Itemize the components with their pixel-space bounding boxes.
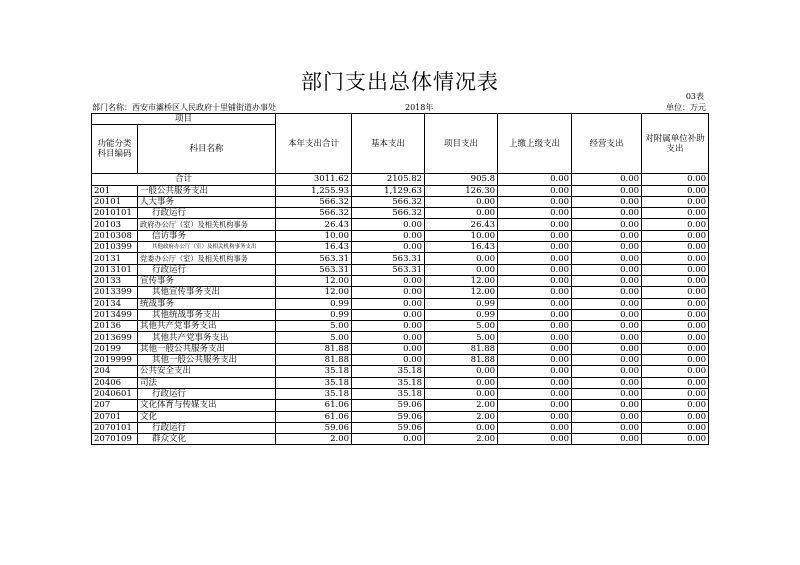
row-business: 0.00 bbox=[572, 355, 642, 366]
row-subject-name: 文化体育与传媒支出 bbox=[138, 400, 276, 411]
row-business: 0.00 bbox=[572, 196, 642, 207]
row-basic: 566.32 bbox=[352, 208, 425, 219]
row-basic: 59.06 bbox=[352, 422, 425, 433]
row-project: 81.88 bbox=[425, 355, 498, 366]
row-basic: 0.00 bbox=[352, 309, 425, 320]
row-subsidy: 0.00 bbox=[642, 208, 709, 219]
row-subsidy: 0.00 bbox=[642, 434, 709, 445]
row-project: 16.43 bbox=[425, 242, 498, 253]
row-upper: 0.00 bbox=[498, 309, 572, 320]
row-business: 0.00 bbox=[572, 434, 642, 445]
row-code: 20406 bbox=[92, 377, 138, 388]
row-project: 0.00 bbox=[425, 422, 498, 433]
row-project: 5.00 bbox=[425, 321, 498, 332]
row-project: 12.00 bbox=[425, 287, 498, 298]
row-basic: 59.06 bbox=[352, 400, 425, 411]
row-basic: 35.18 bbox=[352, 366, 425, 377]
row-business: 0.00 bbox=[572, 400, 642, 411]
row-upper: 0.00 bbox=[498, 366, 572, 377]
row-business: 0.00 bbox=[572, 253, 642, 264]
total-upper: 0.00 bbox=[498, 174, 572, 185]
row-business: 0.00 bbox=[572, 332, 642, 343]
row-total: 12.00 bbox=[276, 287, 352, 298]
page-title: 部门支出总体情况表 bbox=[301, 70, 499, 94]
row-total: 563.31 bbox=[276, 253, 352, 264]
row-basic: 59.06 bbox=[352, 411, 425, 422]
row-business: 0.00 bbox=[572, 287, 642, 298]
total-label: 合计 bbox=[92, 174, 276, 185]
row-project: 0.99 bbox=[425, 298, 498, 309]
table-row bbox=[92, 434, 709, 445]
header-subsidy: 对附属单位补助支出 bbox=[642, 114, 709, 174]
row-basic: 0.00 bbox=[352, 332, 425, 343]
row-subject-name: 其他一般公共服务支出 bbox=[138, 355, 276, 366]
row-subsidy: 0.00 bbox=[642, 377, 709, 388]
row-subsidy: 0.00 bbox=[642, 298, 709, 309]
row-code: 2013101 bbox=[92, 264, 138, 275]
row-upper: 0.00 bbox=[498, 230, 572, 241]
row-code: 20101 bbox=[92, 196, 138, 207]
row-subsidy: 0.00 bbox=[642, 309, 709, 320]
row-total: 566.32 bbox=[276, 208, 352, 219]
row-subject-name: 信访事务 bbox=[138, 230, 276, 241]
row-code: 2010399 bbox=[92, 242, 138, 253]
row-subsidy: 0.00 bbox=[642, 366, 709, 377]
row-subject-name: 行政运行 bbox=[138, 208, 276, 219]
row-code: 2070109 bbox=[92, 434, 138, 445]
row-subsidy: 0.00 bbox=[642, 400, 709, 411]
total-project: 905.8 bbox=[425, 174, 498, 185]
row-total: 566.32 bbox=[276, 196, 352, 207]
department-name: 部门名称：西安市灞桥区人民政府十里铺街道办事处 bbox=[92, 103, 276, 112]
table-row bbox=[92, 298, 709, 309]
row-code: 2013699 bbox=[92, 332, 138, 343]
row-basic: 0.00 bbox=[352, 321, 425, 332]
form-number: 03表 bbox=[685, 92, 704, 101]
row-basic: 0.00 bbox=[352, 287, 425, 298]
table-row bbox=[92, 355, 709, 366]
row-total: 2.00 bbox=[276, 434, 352, 445]
row-upper: 0.00 bbox=[498, 321, 572, 332]
row-subject-name: 行政运行 bbox=[138, 264, 276, 275]
row-project: 0.99 bbox=[425, 309, 498, 320]
row-total: 1,255.93 bbox=[276, 185, 352, 196]
row-subsidy: 0.00 bbox=[642, 185, 709, 196]
row-subsidy: 0.00 bbox=[642, 219, 709, 230]
row-upper: 0.00 bbox=[498, 411, 572, 422]
table-row bbox=[92, 388, 709, 399]
row-subject-name: 文化 bbox=[138, 411, 276, 422]
row-project: 0.00 bbox=[425, 366, 498, 377]
row-total: 563.31 bbox=[276, 264, 352, 275]
row-business: 0.00 bbox=[572, 208, 642, 219]
row-code: 2010101 bbox=[92, 208, 138, 219]
row-business: 0.00 bbox=[572, 422, 642, 433]
table-row bbox=[92, 343, 709, 354]
row-business: 0.00 bbox=[572, 219, 642, 230]
row-subject-name: 一般公共服务支出 bbox=[138, 185, 276, 196]
row-project: 0.00 bbox=[425, 208, 498, 219]
row-project: 0.00 bbox=[425, 388, 498, 399]
row-project: 5.00 bbox=[425, 332, 498, 343]
row-total: 81.88 bbox=[276, 343, 352, 354]
row-business: 0.00 bbox=[572, 388, 642, 399]
table-row bbox=[92, 219, 709, 230]
table-row bbox=[92, 230, 709, 241]
row-basic: 0.00 bbox=[352, 355, 425, 366]
row-total: 61.06 bbox=[276, 400, 352, 411]
row-code: 201 bbox=[92, 185, 138, 196]
row-upper: 0.00 bbox=[498, 208, 572, 219]
row-upper: 0.00 bbox=[498, 219, 572, 230]
row-upper: 0.00 bbox=[498, 434, 572, 445]
unit-label: 单位：万元 bbox=[666, 103, 706, 112]
row-subject-name: 其他政府办公厅（室）及相关机构事务支出 bbox=[138, 242, 276, 253]
row-project: 0.00 bbox=[425, 253, 498, 264]
row-subject-name: 群众文化 bbox=[138, 434, 276, 445]
table-row bbox=[92, 400, 709, 411]
expenditure-table bbox=[91, 113, 709, 445]
table-row bbox=[92, 264, 709, 275]
row-code: 2010308 bbox=[92, 230, 138, 241]
row-project: 2.00 bbox=[425, 400, 498, 411]
row-subsidy: 0.00 bbox=[642, 287, 709, 298]
row-business: 0.00 bbox=[572, 366, 642, 377]
total-total: 3011.62 bbox=[276, 174, 352, 185]
row-total: 59.06 bbox=[276, 422, 352, 433]
row-upper: 0.00 bbox=[498, 287, 572, 298]
row-business: 0.00 bbox=[572, 264, 642, 275]
row-upper: 0.00 bbox=[498, 332, 572, 343]
row-total: 26.43 bbox=[276, 219, 352, 230]
table-row bbox=[92, 332, 709, 343]
row-subsidy: 0.00 bbox=[642, 422, 709, 433]
total-subsidy: 0.00 bbox=[642, 174, 709, 185]
row-subsidy: 0.00 bbox=[642, 411, 709, 422]
row-project: 0.00 bbox=[425, 264, 498, 275]
row-subject-name: 其他宣传事务支出 bbox=[138, 287, 276, 298]
header-func-code: 功能分类科目编码 bbox=[92, 125, 138, 174]
row-project: 10.00 bbox=[425, 230, 498, 241]
table-row bbox=[92, 208, 709, 219]
row-business: 0.00 bbox=[572, 185, 642, 196]
row-project: 2.00 bbox=[425, 411, 498, 422]
row-subject-name: 宣传事务 bbox=[138, 275, 276, 286]
row-upper: 0.00 bbox=[498, 298, 572, 309]
meta-line bbox=[92, 102, 706, 113]
table-body bbox=[92, 174, 709, 445]
row-code: 20134 bbox=[92, 298, 138, 309]
table-row bbox=[92, 242, 709, 253]
total-basic: 2105.82 bbox=[352, 174, 425, 185]
table-row bbox=[92, 422, 709, 433]
row-project: 26.43 bbox=[425, 219, 498, 230]
row-business: 0.00 bbox=[572, 242, 642, 253]
header-total: 本年支出合计 bbox=[276, 114, 352, 174]
row-basic: 0.00 bbox=[352, 219, 425, 230]
row-subject-name: 行政运行 bbox=[138, 422, 276, 433]
row-subsidy: 0.00 bbox=[642, 230, 709, 241]
row-total: 0.99 bbox=[276, 309, 352, 320]
row-upper: 0.00 bbox=[498, 377, 572, 388]
row-project: 0.00 bbox=[425, 196, 498, 207]
row-basic: 35.18 bbox=[352, 388, 425, 399]
total-row bbox=[92, 174, 709, 185]
row-subject-name: 党委办公厅（室）及相关机构事务 bbox=[138, 253, 276, 264]
row-subject-name: 其他统战事务支出 bbox=[138, 309, 276, 320]
row-business: 0.00 bbox=[572, 321, 642, 332]
row-upper: 0.00 bbox=[498, 400, 572, 411]
row-subject-name: 司法 bbox=[138, 377, 276, 388]
row-upper: 0.00 bbox=[498, 185, 572, 196]
header-upper: 上缴上级支出 bbox=[498, 114, 572, 174]
row-subsidy: 0.00 bbox=[642, 264, 709, 275]
row-upper: 0.00 bbox=[498, 242, 572, 253]
row-total: 5.00 bbox=[276, 321, 352, 332]
header-project: 项目 bbox=[92, 114, 276, 125]
row-code: 20131 bbox=[92, 253, 138, 264]
row-total: 0.99 bbox=[276, 298, 352, 309]
row-subject-name: 其他共产党事务支出 bbox=[138, 332, 276, 343]
row-total: 10.00 bbox=[276, 230, 352, 241]
header-subject-name: 科目名称 bbox=[138, 125, 276, 174]
total-business: 0.00 bbox=[572, 174, 642, 185]
table-row bbox=[92, 185, 709, 196]
row-project: 81.88 bbox=[425, 343, 498, 354]
row-basic: 563.31 bbox=[352, 253, 425, 264]
table-row bbox=[92, 275, 709, 286]
row-business: 0.00 bbox=[572, 411, 642, 422]
row-upper: 0.00 bbox=[498, 355, 572, 366]
row-total: 12.00 bbox=[276, 275, 352, 286]
row-total: 5.00 bbox=[276, 332, 352, 343]
row-basic: 0.00 bbox=[352, 275, 425, 286]
table-row bbox=[92, 196, 709, 207]
row-basic: 563.31 bbox=[352, 264, 425, 275]
row-basic: 0.00 bbox=[352, 298, 425, 309]
row-total: 35.18 bbox=[276, 366, 352, 377]
header-project-exp: 项目支出 bbox=[425, 114, 498, 174]
table-row bbox=[92, 366, 709, 377]
row-total: 81.88 bbox=[276, 355, 352, 366]
row-code: 20133 bbox=[92, 275, 138, 286]
row-upper: 0.00 bbox=[498, 275, 572, 286]
row-subsidy: 0.00 bbox=[642, 388, 709, 399]
table-row bbox=[92, 411, 709, 422]
row-upper: 0.00 bbox=[498, 388, 572, 399]
header-basic: 基本支出 bbox=[352, 114, 425, 174]
row-subsidy: 0.00 bbox=[642, 332, 709, 343]
row-subject-name: 其他一般公共服务支出 bbox=[138, 343, 276, 354]
row-total: 35.18 bbox=[276, 388, 352, 399]
row-code: 2013499 bbox=[92, 309, 138, 320]
row-basic: 1,129.63 bbox=[352, 185, 425, 196]
row-project: 2.00 bbox=[425, 434, 498, 445]
row-code: 207 bbox=[92, 400, 138, 411]
row-subsidy: 0.00 bbox=[642, 355, 709, 366]
table-row bbox=[92, 321, 709, 332]
table-row bbox=[92, 253, 709, 264]
row-subject-name: 公共安全支出 bbox=[138, 366, 276, 377]
row-upper: 0.00 bbox=[498, 196, 572, 207]
row-code: 20199 bbox=[92, 343, 138, 354]
report-year: 2018年 bbox=[405, 103, 434, 112]
row-subject-name: 人大事务 bbox=[138, 196, 276, 207]
row-basic: 35.18 bbox=[352, 377, 425, 388]
row-project: 0.00 bbox=[425, 377, 498, 388]
row-basic: 0.00 bbox=[352, 434, 425, 445]
row-subsidy: 0.00 bbox=[642, 196, 709, 207]
row-subject-name: 行政运行 bbox=[138, 388, 276, 399]
row-code: 2013399 bbox=[92, 287, 138, 298]
row-code: 20103 bbox=[92, 219, 138, 230]
row-subject-name: 其他共产党事务支出 bbox=[138, 321, 276, 332]
row-business: 0.00 bbox=[572, 230, 642, 241]
row-subsidy: 0.00 bbox=[642, 321, 709, 332]
row-code: 2070101 bbox=[92, 422, 138, 433]
table-row bbox=[92, 287, 709, 298]
header-business: 经营支出 bbox=[572, 114, 642, 174]
row-project: 126.30 bbox=[425, 185, 498, 196]
row-total: 35.18 bbox=[276, 377, 352, 388]
row-business: 0.00 bbox=[572, 309, 642, 320]
row-basic: 566.32 bbox=[352, 196, 425, 207]
row-subsidy: 0.00 bbox=[642, 242, 709, 253]
row-business: 0.00 bbox=[572, 298, 642, 309]
row-code: 2019999 bbox=[92, 355, 138, 366]
row-subsidy: 0.00 bbox=[642, 343, 709, 354]
row-total: 16.43 bbox=[276, 242, 352, 253]
row-subject-name: 统战事务 bbox=[138, 298, 276, 309]
row-code: 20136 bbox=[92, 321, 138, 332]
row-basic: 0.00 bbox=[352, 230, 425, 241]
row-subsidy: 0.00 bbox=[642, 253, 709, 264]
row-upper: 0.00 bbox=[498, 422, 572, 433]
row-upper: 0.00 bbox=[498, 253, 572, 264]
row-code: 2040601 bbox=[92, 388, 138, 399]
row-code: 20701 bbox=[92, 411, 138, 422]
table-row bbox=[92, 377, 709, 388]
row-business: 0.00 bbox=[572, 343, 642, 354]
row-project: 12.00 bbox=[425, 275, 498, 286]
row-upper: 0.00 bbox=[498, 343, 572, 354]
row-basic: 0.00 bbox=[352, 343, 425, 354]
row-business: 0.00 bbox=[572, 377, 642, 388]
row-total: 61.06 bbox=[276, 411, 352, 422]
row-subject-name: 政府办公厅（室）及相关机构事务 bbox=[138, 219, 276, 230]
row-business: 0.00 bbox=[572, 275, 642, 286]
row-code: 204 bbox=[92, 366, 138, 377]
row-basic: 0.00 bbox=[352, 242, 425, 253]
row-subsidy: 0.00 bbox=[642, 275, 709, 286]
table-row bbox=[92, 309, 709, 320]
row-upper: 0.00 bbox=[498, 264, 572, 275]
